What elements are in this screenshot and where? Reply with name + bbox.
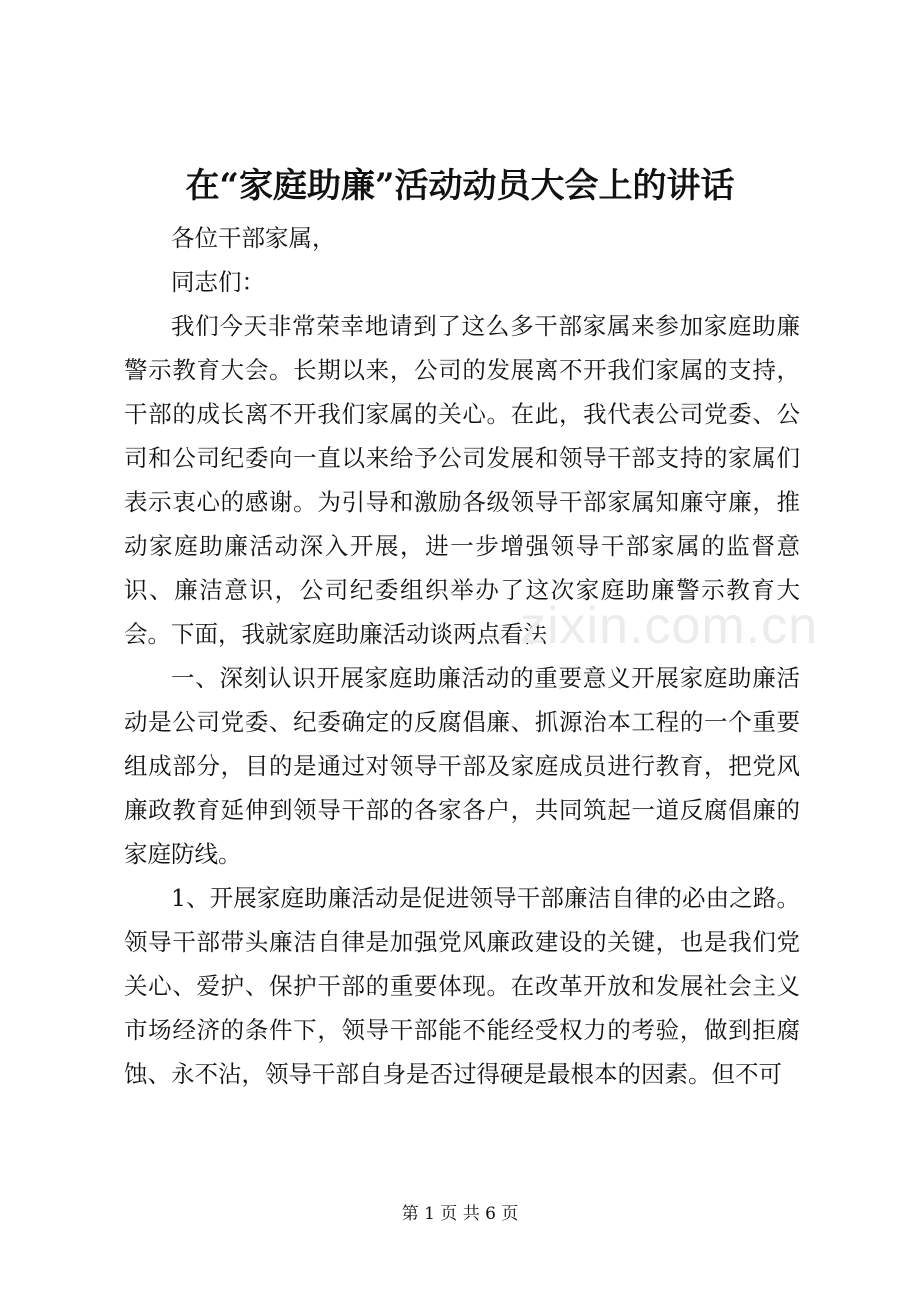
body-paragraph-section-1: 一、深刻认识开展家庭助廉活动的重要意义开展家庭助廉活动是公司党委、纪委确定的反腐倡廉、抓源治本工程的一个重要组成部分，目的是通过对领导干部及家庭成员进行教育，把党风廉政教育延伸到领导干部的各家各户，共同筑起一道反腐倡廉的家庭防线。 xyxy=(124,664,800,868)
watermark: zixin.com.cn xyxy=(520,597,819,655)
body-paragraph-intro: 我们今天非常荣幸地请到了这么多干部家属来参加家庭助廉警示教育大会。长期以来，公司的发展离不开我们家属的支持，干部的成长离不开我们家属的关心。在此，我代表公司党委、公司和公司纪委向一直以来给予公司发展和领导干部支持的家属们表示衷心的感谢。为引导和激励各级领导干部家属知廉守廉，推动家庭助廉活动深入开展，进一步增强领导干部家属的监督意识、廉洁意识，公司纪委组织举办了这次家庭助廉警示教育大会。下面，我就家庭助廉活动谈两点看法： xyxy=(124,312,800,648)
page-footer: 第 1 页 共 6 页 xyxy=(401,1204,519,1224)
body-paragraph-point-1: 1、开展家庭助廉活动是促进领导干部廉洁自律的必由之路。领导干部带头廉洁自律是加强党风廉政建设的关键，也是我们党关心、爱护、保护干部的重要体现。在改革开放和发展社会主义市场经济的条件下，领导干部能不能经受权力的考验，做到拒腐蚀、永不沾，领导干部自身是否过得硬是最根本的因素。但不可 xyxy=(124,884,800,1088)
document-title: 在“家庭助廉”活动动员大会上的讲话 xyxy=(185,166,735,206)
salutation-line-2: 同志们： xyxy=(171,268,265,296)
salutation-line-1: 各位干部家属， xyxy=(171,224,336,252)
document-body xyxy=(124,216,800,1096)
